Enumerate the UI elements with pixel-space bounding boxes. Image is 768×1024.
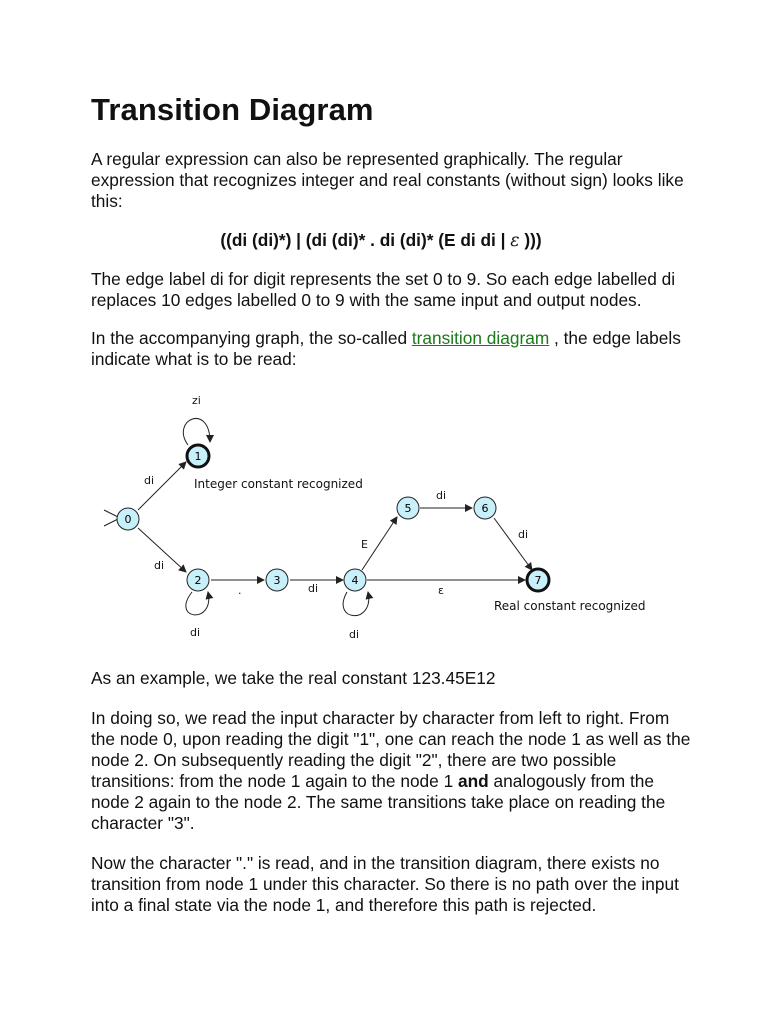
svg-text:1: 1 [194,450,202,463]
label-edge-0-1: di [144,474,155,487]
para5-after: analogously from the node 2 again to the node 2. The same transitions take place on reading the character "3". [91,771,666,833]
svg-text:6: 6 [481,502,489,515]
loop-1 [183,419,210,445]
node-6 [474,497,496,519]
start-arrow [104,510,118,526]
node-3 [266,569,288,591]
label-edge-2-3: . [238,584,242,597]
paragraph-graph-intro [91,328,691,370]
label-edge-3-4: di [308,582,319,595]
edge-6-7 [494,518,532,570]
transition-diagram-link[interactable]: transition diagram [411,328,550,348]
label-edge-4-7: ε [438,584,444,597]
node-4 [344,569,366,591]
annotation-integer: Integer constant recognized [194,477,363,491]
formula-main: ((di (di)*) | (di (di)* . di (di)* (E di di | [220,230,511,250]
label-loop-1: zi [192,394,201,407]
label-edge-0-2: di [154,559,165,572]
page-title: Transition Diagram [91,92,374,127]
label-loop-4: di [349,628,360,641]
label-edge-6-7: di [518,528,529,541]
svg-text:2: 2 [194,574,202,587]
paragraph-edge-label: The edge label di for digit represents the set 0 to 9. So each edge labelled di replaces 10 edges labelled 0 to 9 with the same input and output nodes. [91,269,676,310]
para5-bold: and [458,771,489,791]
svg-text:0: 0 [124,513,132,526]
paragraph-rejected: Now the character "." is read, and in the transition diagram, there exists no transition from node 1 under this character. So there is no path over the input into a final state via the node 1, and therefore this path is rejected. [91,853,679,915]
svg-text:4: 4 [351,574,359,587]
svg-text:3: 3 [273,574,281,587]
para5-before: In doing so, we read the input character by character from left to right. From the node 0, upon reading the digit "1", one can reach the node 1 as well as the node 2. On subsequently reading the digit "2", there are two possible transitions: from the node 1 again to the node 1 [91,708,691,791]
regex-formula [91,230,671,252]
annotation-real: Real constant recognized [494,599,646,613]
formula-end: ))) [519,230,542,250]
svg-text:5: 5 [404,502,412,515]
label-loop-2: di [190,626,201,639]
node-7 [527,569,549,591]
para3-before: In the accompanying graph, the so-called [91,328,412,348]
paragraph-intro: A regular expression can also be represented graphically. The regular expression that recognizes integer and real constants (without sign) looks like this: [91,149,684,211]
paragraph-reading [91,708,691,834]
node-1 [187,445,209,467]
node-2 [187,569,209,591]
transition-diagram-figure [100,380,660,648]
svg-text:7: 7 [534,574,542,587]
label-edge-5-6: di [436,489,447,502]
paragraph-example: As an example, we take the real constant 123.45E12 [91,668,496,688]
loop-4 [343,592,369,616]
label-edge-4-5: E [361,538,368,551]
loop-2 [186,592,209,615]
node-5 [397,497,419,519]
para3-after: , the edge labels indicate what is to be read: [91,328,681,369]
node-0 [117,508,139,530]
formula-epsilon: ε [510,231,520,251]
